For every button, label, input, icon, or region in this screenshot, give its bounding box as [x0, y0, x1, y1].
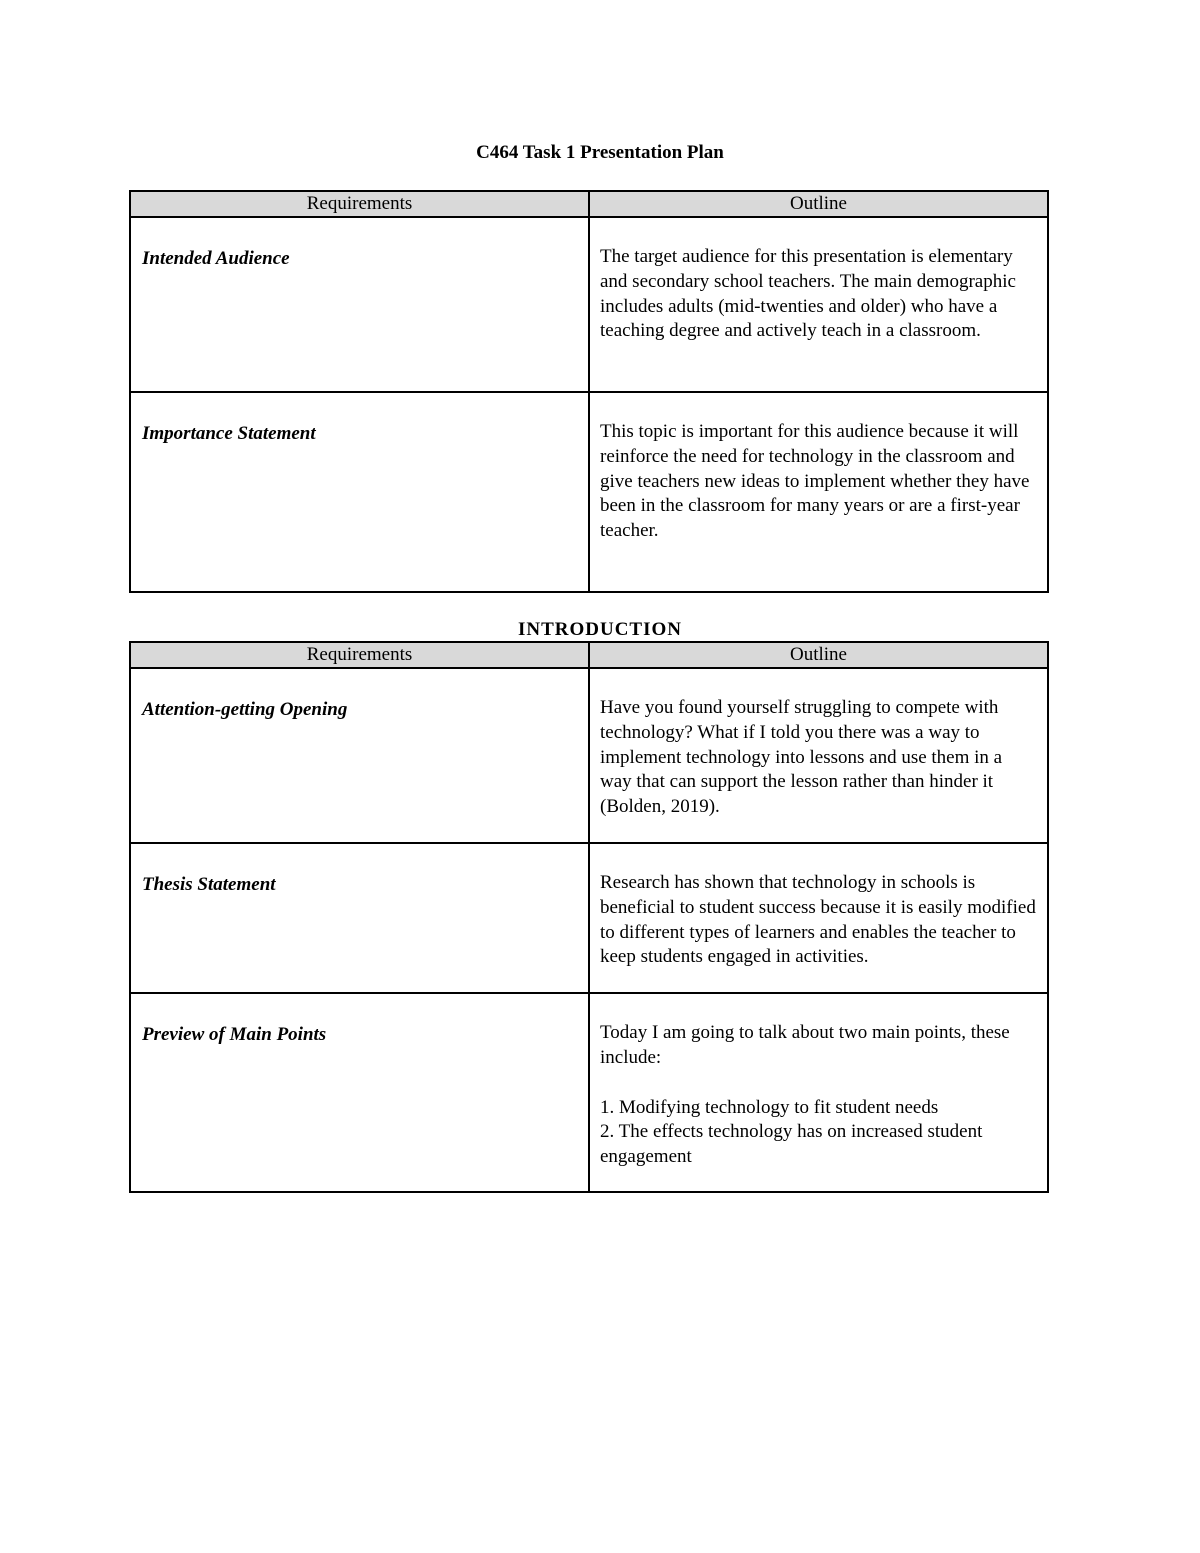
outline-text: [589, 668, 1048, 843]
main-point-item: 2. The effects technology has on increased student engagement: [600, 1121, 983, 1168]
introduction-table: [129, 641, 1049, 1193]
table-row: [130, 993, 1048, 1192]
table-row: [130, 392, 1048, 592]
document-title: C464 Task 1 Presentation Plan: [476, 142, 724, 163]
table-row: [130, 843, 1048, 993]
requirements-header: Requirements: [130, 642, 589, 668]
requirements-header: Requirements: [130, 191, 589, 217]
main-point-item: 1. Modifying technology to fit student needs: [600, 1096, 939, 1118]
requirement-label: Importance Statement: [130, 392, 589, 592]
requirement-label: Thesis Statement: [130, 843, 589, 993]
audience-table: [129, 190, 1049, 593]
table-header-row: [130, 191, 1048, 217]
outline-text: [589, 392, 1048, 592]
outline-paragraph: The target audience for this presentation is elementary and secondary school teachers. The main demographic includes adults (mid-twenties and older) who have a teaching degree and actively teach in a classroom.: [600, 246, 1016, 342]
outline-text: [589, 217, 1048, 392]
table-row: [130, 217, 1048, 392]
introduction-heading: INTRODUCTION: [517, 619, 683, 640]
outline-text: [589, 993, 1048, 1192]
table-row: [130, 668, 1048, 843]
outline-header: Outline: [589, 642, 1048, 668]
outline-paragraph: Have you found yourself struggling to compete with technology? What if I told you there was a way to implement technology into lessons and use them in a way that can support the lesson rather than hinder it (Bolden, 2019).: [600, 697, 1003, 818]
requirement-label: Attention-getting Opening: [130, 668, 589, 843]
outline-paragraph: Research has shown that technology in schools is beneficial to student success because it is easily modified to different types of learners and enables the teacher to keep students engaged in activities.: [600, 872, 1036, 968]
outline-header: Outline: [589, 191, 1048, 217]
table-header-row: [130, 642, 1048, 668]
outline-paragraph: Today I am going to talk about two main points, these include:: [600, 1022, 1010, 1068]
requirement-label: Preview of Main Points: [130, 993, 589, 1192]
requirement-label: Intended Audience: [130, 217, 589, 392]
outline-text: [589, 843, 1048, 993]
outline-paragraph: This topic is important for this audience because it will reinforce the need for technology in the classroom and give teachers new ideas to implement whether they have been in the classroom for many years or are a first-year teacher.: [600, 421, 1030, 542]
